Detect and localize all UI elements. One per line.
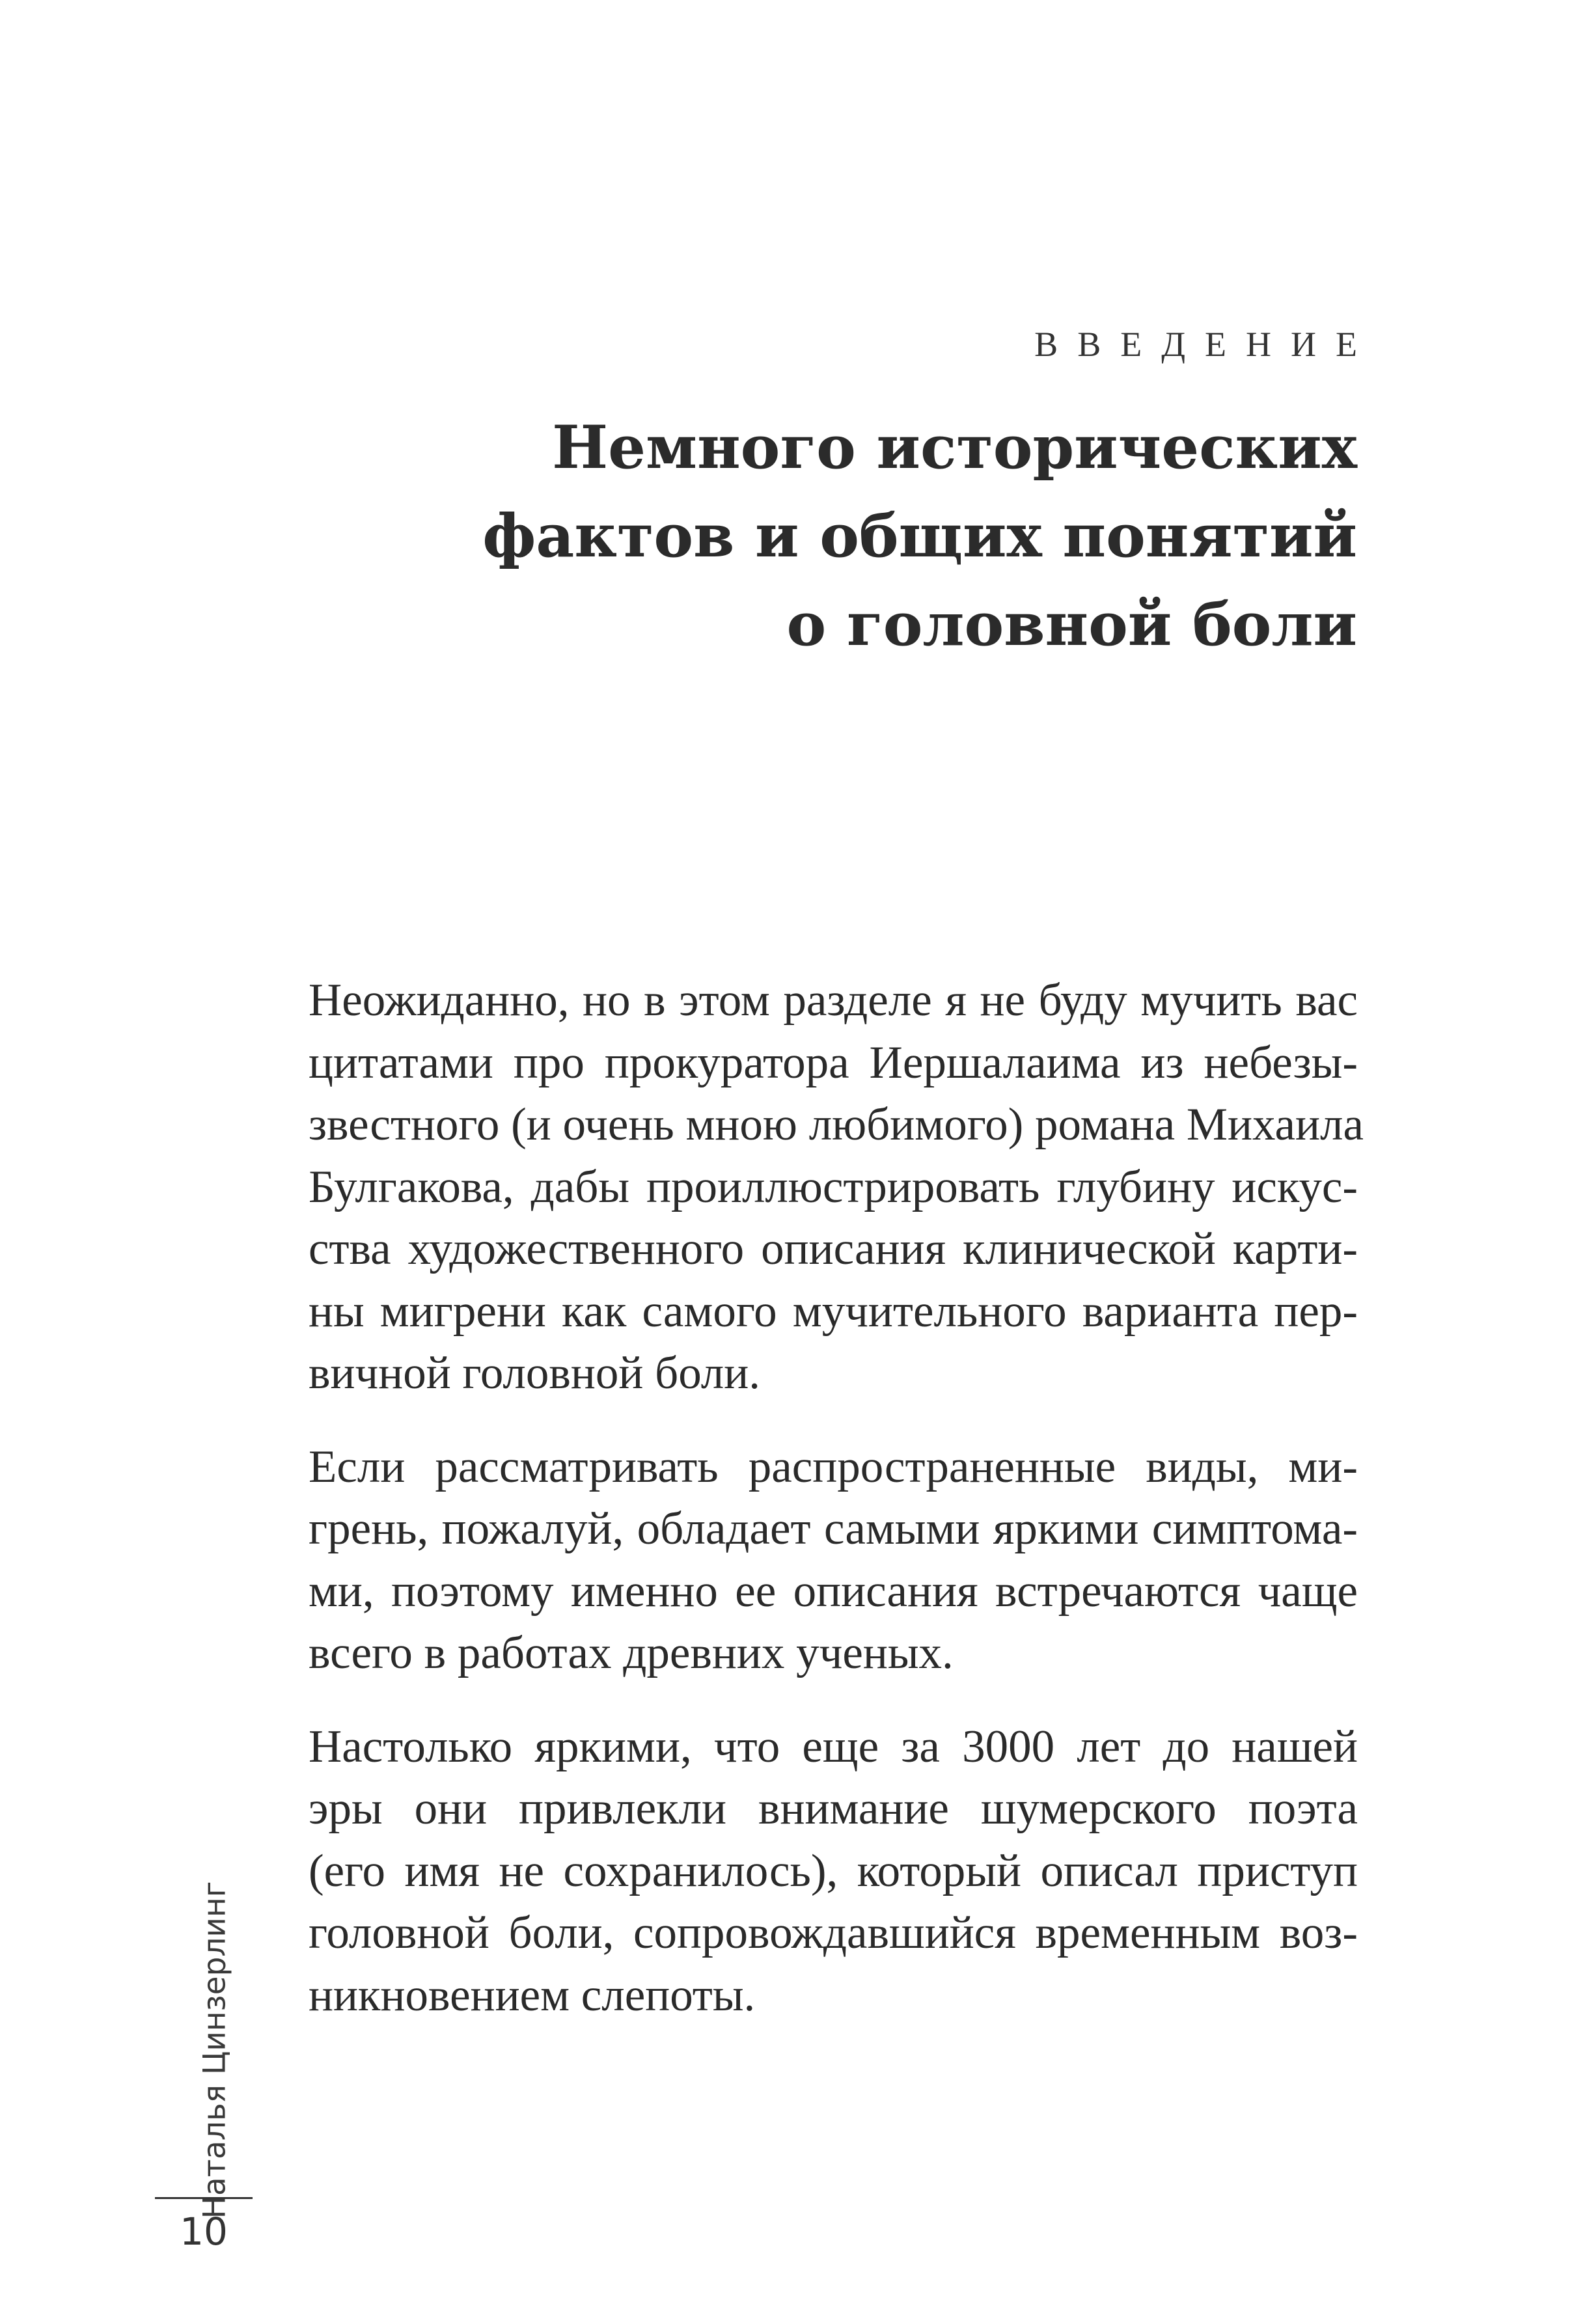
text-line: никновением слепоты. [309, 1969, 756, 2021]
text-line: цитатами про прокуратора Иершалаима из небезы- [309, 1037, 1358, 1088]
text-line: Если рассматривать распространенные виды, ми- [309, 1441, 1358, 1492]
chapter-title-line: Немного исторических [552, 413, 1357, 482]
text-line: всего в работах древних ученых. [309, 1628, 954, 1678]
text-line: Булгакова, дабы проиллюстрировать глубину искус- [309, 1161, 1358, 1212]
paragraph [309, 1436, 1358, 1685]
text-line: грень, пожалуй, обладает самыми яркими симптома- [309, 1503, 1358, 1554]
footer-rule [155, 2197, 253, 2199]
text-line: ми, поэтому именно ее описания встречаются чаще [309, 1565, 1358, 1617]
text-line: ны мигрени как самого мучительного варианта пер- [309, 1285, 1358, 1337]
text-line: эры они привлекли внимание шумерского поэта [309, 1783, 1358, 1834]
text-line: Неожиданно, но в этом разделе я не буду мучить вас [309, 975, 1358, 1026]
chapter-title-line: фактов и общих понятий [482, 502, 1357, 571]
text-line: ства художественного описания клинической карти- [309, 1224, 1358, 1274]
paragraph [309, 970, 1364, 1405]
body-text [309, 970, 1364, 2058]
text-line: вичной головной боли. [309, 1348, 760, 1399]
chapter-title [251, 403, 1357, 669]
section-label: ВВЕДЕНИЕ [1034, 325, 1377, 364]
text-line: Настолько яркими, что еще за 3000 лет до нашей [309, 1721, 1358, 1772]
chapter-title-line: о головной боли [786, 590, 1357, 659]
page-number: 10 [180, 2209, 228, 2254]
text-line: головной боли, сопровождавшийся временным воз- [309, 1907, 1358, 1958]
running-author: Наталья Цинзерлинг [197, 1881, 233, 2219]
paragraph [309, 1716, 1358, 2027]
text-line: звестного (и очень мною любимого) романа Михаила [309, 1099, 1364, 1150]
text-line: (его имя не сохранилось), который описал приступ [309, 1845, 1358, 1896]
